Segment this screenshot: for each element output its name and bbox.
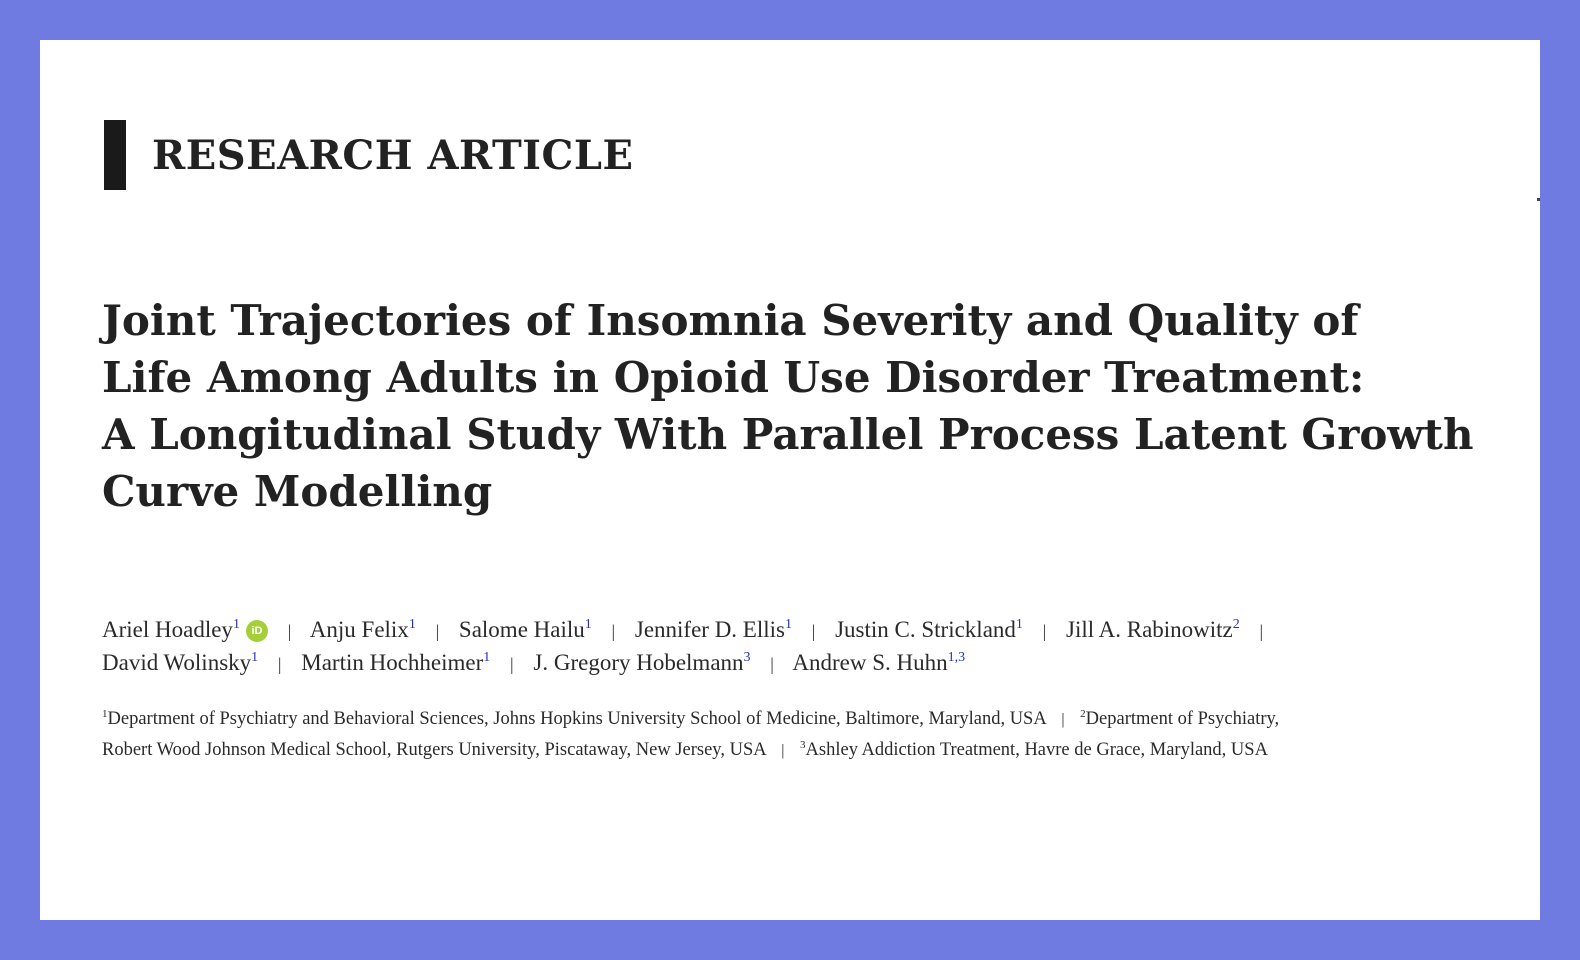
affiliation-list bbox=[102, 704, 1502, 766]
author-affiliation-mark: 1 bbox=[251, 650, 259, 665]
affiliation-text: Department of Psychiatry and Behavioral Sciences, Johns Hopkins University School of Medicine, Baltimore, Maryland, USA bbox=[107, 709, 1046, 729]
author-separator: | bbox=[811, 621, 816, 641]
author-name[interactable]: Andrew S. Huhn bbox=[792, 650, 948, 675]
author-separator: | bbox=[277, 654, 282, 674]
author-affiliation-mark: 3 bbox=[743, 650, 751, 665]
article-type-label: RESEARCH ARTICLE bbox=[152, 131, 634, 179]
affiliation-number: 3 bbox=[800, 739, 806, 751]
author-name[interactable]: Jill A. Rabinowitz bbox=[1066, 617, 1233, 642]
affiliation-text: Robert Wood Johnson Medical School, Rutgers University, Piscataway, New Jersey, USA bbox=[102, 740, 766, 760]
affiliation-line bbox=[102, 735, 1502, 766]
title-line: Joint Trajectories of Insomnia Severity and Quality of bbox=[102, 296, 1359, 345]
article-type-badge bbox=[104, 120, 633, 190]
affiliation-text: Department of Psychiatry, bbox=[1085, 709, 1280, 729]
affiliation-separator: | bbox=[1061, 711, 1065, 728]
title-line: A Longitudinal Study With Parallel Process Latent Growth bbox=[102, 410, 1474, 459]
author-name[interactable]: Salome Hailu bbox=[458, 617, 585, 642]
title-line: Life Among Adults in Opioid Use Disorder Treatment: bbox=[102, 353, 1365, 402]
affiliation-line bbox=[102, 704, 1502, 735]
author-separator: | bbox=[287, 621, 292, 641]
author-separator: | bbox=[1259, 621, 1264, 641]
author-affiliation-mark: 1 bbox=[408, 617, 416, 632]
author-affiliation-mark: 1 bbox=[483, 650, 491, 665]
author-name[interactable]: Justin C. Strickland bbox=[835, 617, 1016, 642]
author-affiliation-mark: 1,3 bbox=[947, 650, 966, 665]
orcid-icon[interactable]: iD bbox=[246, 620, 268, 642]
badge-bar bbox=[104, 120, 126, 190]
author-list bbox=[102, 614, 1492, 680]
corner-mark bbox=[1537, 198, 1540, 201]
affiliation-separator: | bbox=[781, 742, 785, 759]
author-separator: | bbox=[510, 654, 514, 674]
author-affiliation-mark: 1 bbox=[784, 617, 792, 632]
author-line bbox=[102, 647, 1492, 680]
article-title bbox=[102, 292, 1492, 520]
author-separator: | bbox=[1042, 621, 1047, 641]
affiliation-text: Ashley Addiction Treatment, Havre de Grace, Maryland, USA bbox=[805, 740, 1268, 760]
author-name[interactable]: Ariel Hoadley bbox=[102, 617, 233, 642]
author-name[interactable]: David Wolinsky bbox=[102, 650, 252, 675]
author-name[interactable]: J. Gregory Hobelmann bbox=[533, 650, 744, 675]
author-separator: | bbox=[611, 621, 616, 641]
author-name[interactable]: Anju Felix bbox=[309, 617, 409, 642]
author-affiliation-mark: 2 bbox=[1232, 617, 1240, 632]
title-line: Curve Modelling bbox=[102, 467, 493, 516]
author-separator: | bbox=[435, 621, 440, 641]
article-page bbox=[40, 40, 1540, 920]
author-name[interactable]: Jennifer D. Ellis bbox=[634, 617, 785, 642]
affiliation-number: 1 bbox=[102, 708, 108, 720]
author-affiliation-mark: 1 bbox=[232, 617, 240, 632]
affiliation-number: 2 bbox=[1080, 708, 1086, 720]
author-affiliation-mark: 1 bbox=[584, 617, 592, 632]
author-line bbox=[102, 614, 1492, 647]
author-affiliation-mark: 1 bbox=[1015, 617, 1023, 632]
author-separator: | bbox=[770, 654, 774, 674]
author-name[interactable]: Martin Hochheimer bbox=[301, 650, 484, 675]
